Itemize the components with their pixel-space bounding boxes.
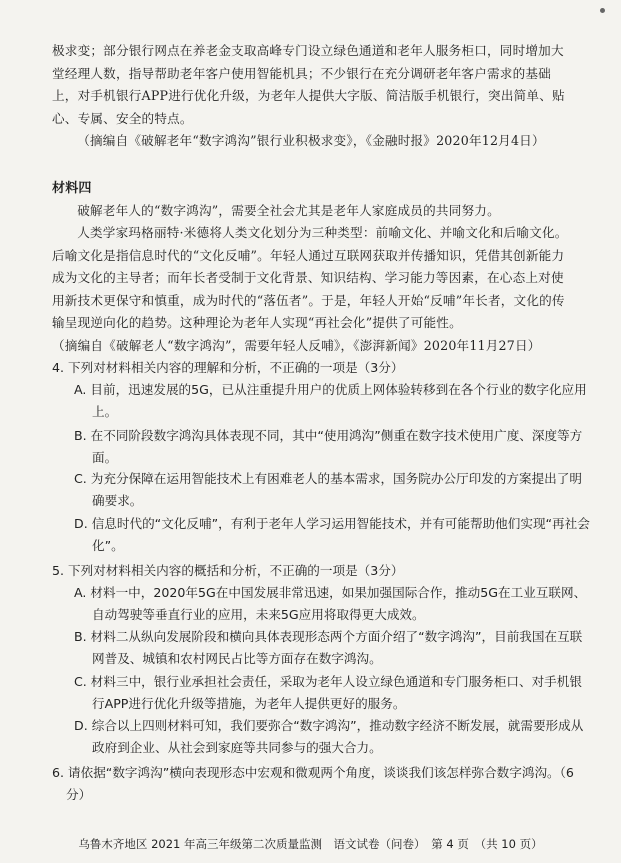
question-5-stem: 5. 下列对材料相关内容的概括和分析，不正确的一项是（3分） xyxy=(52,563,404,578)
scan-dot xyxy=(600,8,605,13)
question-5-option-d: D. 综合以上四则材料可知，我们要弥合“数字鸿沟”，推动数字经济不断发展，就需要形成从政府到企业、从社会到家庭等共同参与的强大合力。 xyxy=(74,718,584,755)
source-citation-4: （摘编自《破解老人“数字鸿沟”，需要年轻人反哺》，《澎湃新闻》2020年11月27日） xyxy=(52,338,541,353)
question-4-option-b: B. 在不同阶段数字鸿沟具体表现不同，其中“使用鸿沟”侧重在数字技术使用广度、深度等方面。 xyxy=(74,428,583,465)
question-5-option-b: B. 材料二从纵向发展阶段和横向具体表现形态两个方面介绍了“数字鸿沟”，目前我国在互联网普及、城镇和农村网民占比等方面存在数字鸿沟。 xyxy=(74,629,583,666)
question-5-option-a: A. 材料一中，2020年5G在中国发展非常迅速，如果加强国际合作，推动5G在工业互联网、自动驾驶等垂直行业的应用，未来5G应用将取得更大成效。 xyxy=(74,585,587,622)
question-4-option-d: D. 信息时代的“文化反哺”，有利于老年人学习运用智能技术，并有可能帮助他们实现“再社会化”。 xyxy=(74,516,590,553)
question-4-stem: 4. 下列对材料相关内容的理解和分析，不正确的一项是（3分） xyxy=(52,360,404,375)
question-4-option-a: A. 目前，迅速发展的5G，已从注重提升用户的优质上网体验转移到在各个行业的数字化应用上。 xyxy=(74,382,587,419)
question-4-option-c: C. 为充分保障在运用智能技术上有困难老人的基本需求，国务院办公厅印发的方案提出了明确要求。 xyxy=(74,471,582,508)
source-citation-3: （摘编自《破解老年“数字鸿沟”银行业积极求变》，《金融时报》2020年12月4日） xyxy=(77,133,545,148)
page-footer: 乌鲁木齐地区 2021 年高三年级第二次质量监测 语文试卷（问卷） 第 4 页 （共 10 页） xyxy=(78,837,543,851)
material4-paragraph-2: 人类学家玛格丽特·米德将人类文化划分为三种类型：前喻文化、并喻文化和后喻文化。后喻文化是指信息时代的“文化反哺”。年轻人通过互联网获取并传播知识，凭借其创新能力成为文化的主导者；而年长者受制于文化背景、知识结构、学习能力等因素，在心态上对使用新技术更保守和慎重，成为时代的“落伍者”。于是，年轻人开始“反哺”年长者，文化的传输呈现逆向化的趋势。这种理论为老年人实现“再社会化”提供了可能性。 xyxy=(52,225,568,330)
material4-paragraph-1: 破解老年人的“数字鸿沟”，需要全社会尤其是老年人家庭成员的共同努力。 xyxy=(77,203,500,218)
passage-continuation: 极求变；部分银行网点在养老金支取高峰专门设立绿色通道和老年人服务柜口，同时增加大堂经理人数，指导帮助老年客户使用智能机具；不少银行在充分调研老年客户需求的基础上，对手机银行APP进行优化升级，为老年人提供大字版、简洁版手机银行，突出简单、贴心、专属、安全的特点。 xyxy=(52,43,565,126)
material4-heading: 材料四 xyxy=(52,181,92,196)
question-5-option-c: C. 材料三中，银行业承担社会责任，采取为老年人设立绿色通道和专门服务柜口、对手机银行APP进行优化升级等措施，为老年人提供更好的服务。 xyxy=(74,674,582,711)
question-6-stem: 6. 请依据“数字鸿沟”横向表现形态中宏观和微观两个角度，谈谈我们该怎样弥合数字鸿沟。（6分） xyxy=(52,765,574,802)
